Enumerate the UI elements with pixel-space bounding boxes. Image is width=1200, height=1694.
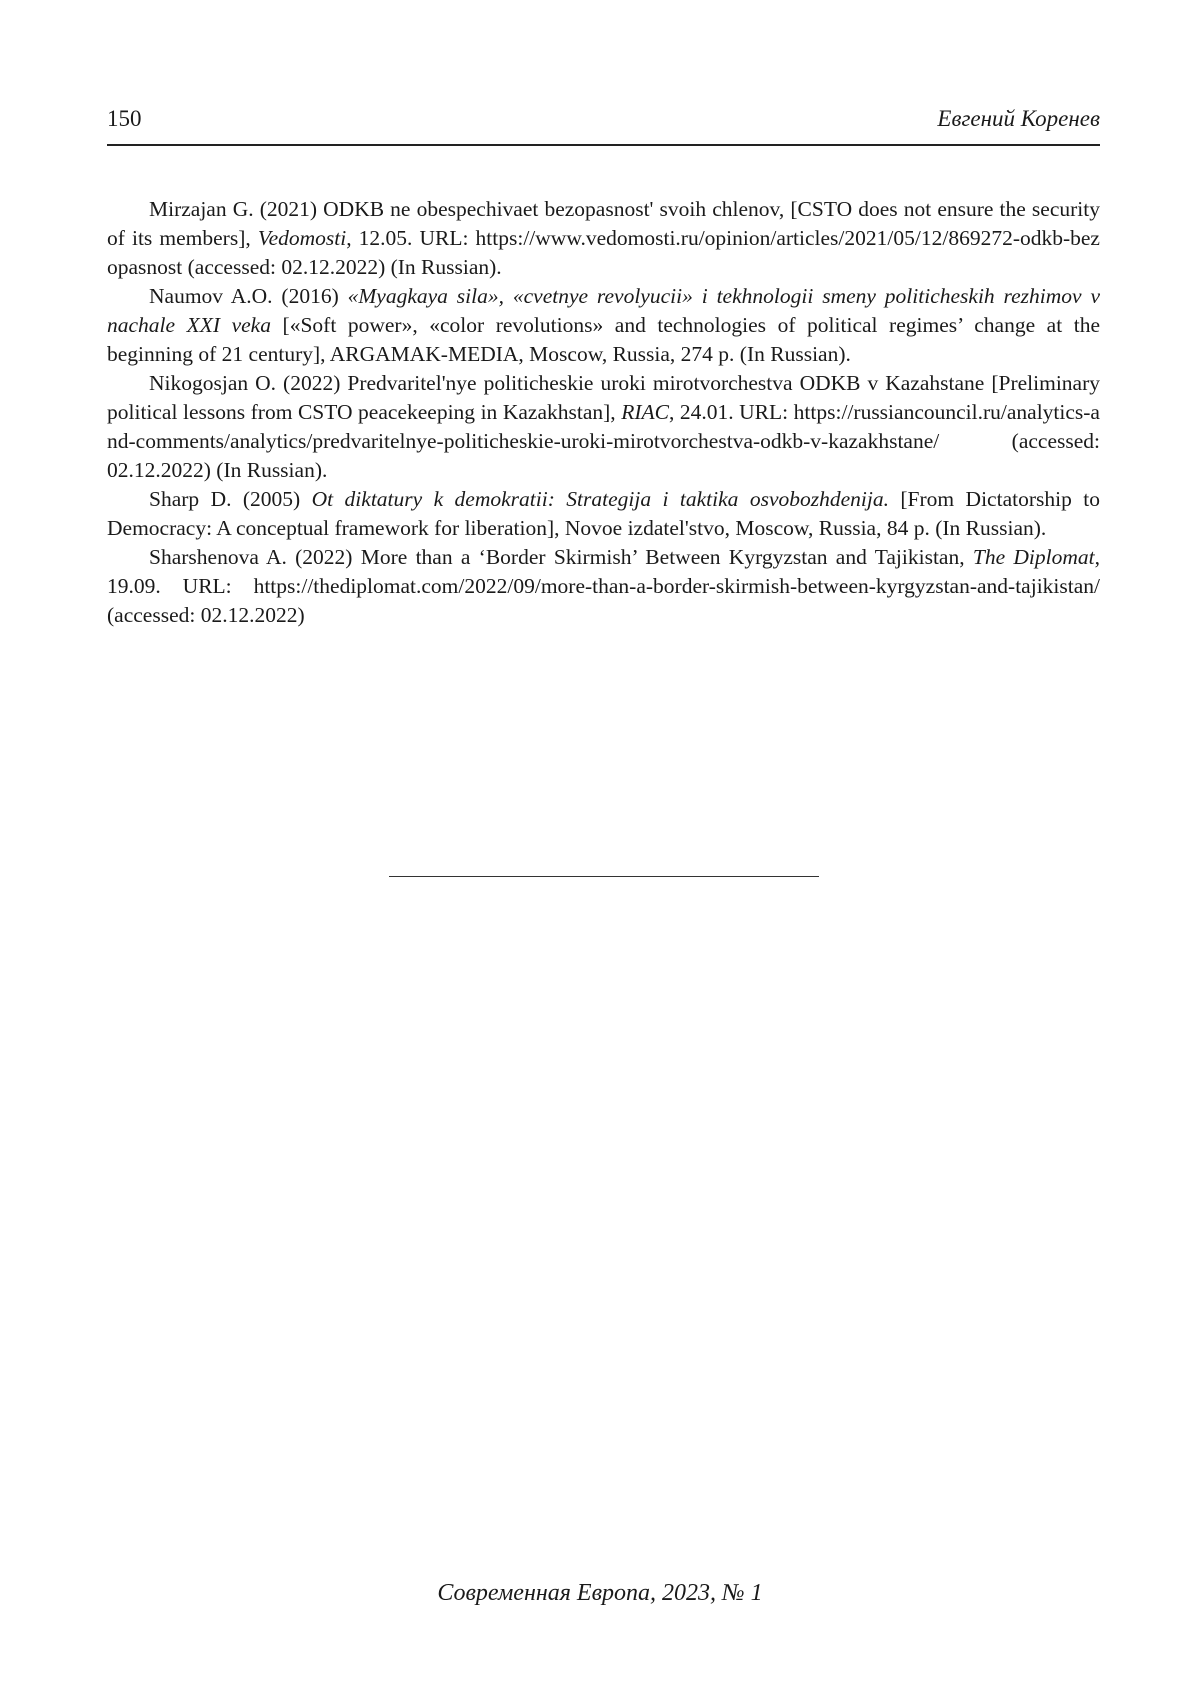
reference-text: [From Dictatorship to Democracy: A conceptual framework for liberation], Novoe izdatel'stvo, Moscow, Russia, 84 p. (In Russian).: [107, 487, 1100, 540]
reference-item: [107, 195, 1100, 282]
reference-text: Naumov A.O. (2016): [149, 284, 348, 308]
page-header: [107, 100, 1100, 146]
reference-text: (accessed: 02.12.2022) (In Russian).: [182, 255, 502, 279]
reference-text: , 12.05. URL:: [346, 226, 476, 250]
reference-source-title: RIAC: [621, 400, 669, 424]
end-of-article-rule: [389, 876, 819, 877]
reference-item: [107, 369, 1100, 485]
reference-text: (accessed: 02.12.2022) (In Russian).: [107, 429, 1100, 482]
reference-text: (accessed: 02.12.2022): [107, 603, 305, 627]
reference-url: https://thediplomat.com/2022/09/more-than-a-border-skirmish-between-kyrgyzstan-and-tajikistan/: [253, 574, 1100, 598]
reference-source-title: Vedomosti: [257, 226, 347, 250]
reference-text: Sharshenova A. (2022) More than a ‘Border Skirmish’ Between Kyrgyzstan and Tajikistan,: [149, 545, 973, 569]
page-number: 150: [107, 106, 142, 131]
reference-source-title: Ot diktatury k demokratii: Strategija i taktika osvobozhdenija.: [311, 487, 889, 511]
journal-footer: Современная Европа, 2023, № 1: [437, 1580, 763, 1606]
reference-item: [107, 282, 1100, 369]
reference-text: Mirzajan G. (2021) ODKB ne obespechivaet bezopasnost' svoih chlenov, [CSTO does not ensure the security of its members],: [107, 197, 1100, 250]
reference-url: https://www.vedomosti.ru/opinion/articles/2021/05/12/869272-odkb-bezopasnost: [107, 226, 1100, 279]
reference-item: [107, 543, 1100, 630]
reference-text: , 19.09. URL:: [107, 545, 1100, 598]
reference-item: [107, 485, 1100, 543]
reference-list: [107, 195, 1100, 630]
reference-text: , 24.01. URL:: [668, 400, 794, 424]
reference-source-title: «Myagkaya sila», «cvetnye revolyucii» i tekhnologii smeny politicheskih rezhimov v nachale XXI veka: [107, 284, 1100, 337]
reference-source-title: The Diplomat: [972, 545, 1095, 569]
reference-text: [«Soft power», «color revolutions» and technologies of political regimes’ change at the beginning of 21 century], ARGAMAK-MEDIA, Moscow, Russia, 274 p. (In Russian).: [107, 313, 1100, 366]
running-header-author: Евгений Коренев: [937, 106, 1100, 131]
reference-text: Nikogosjan O. (2022) Predvaritel'nye politicheskie uroki mirotvorchestva ODKB v Kazahstane [Preliminary political lessons from CSTO peacekeeping in Kazakhstan],: [107, 371, 1100, 424]
reference-text: Sharp D. (2005): [149, 487, 312, 511]
reference-url: https://russiancouncil.ru/analytics-and-comments/analytics/predvaritelnye-politicheskie-uroki-mirotvorchestva-odkb-v-kazakhstane/: [107, 400, 1100, 453]
